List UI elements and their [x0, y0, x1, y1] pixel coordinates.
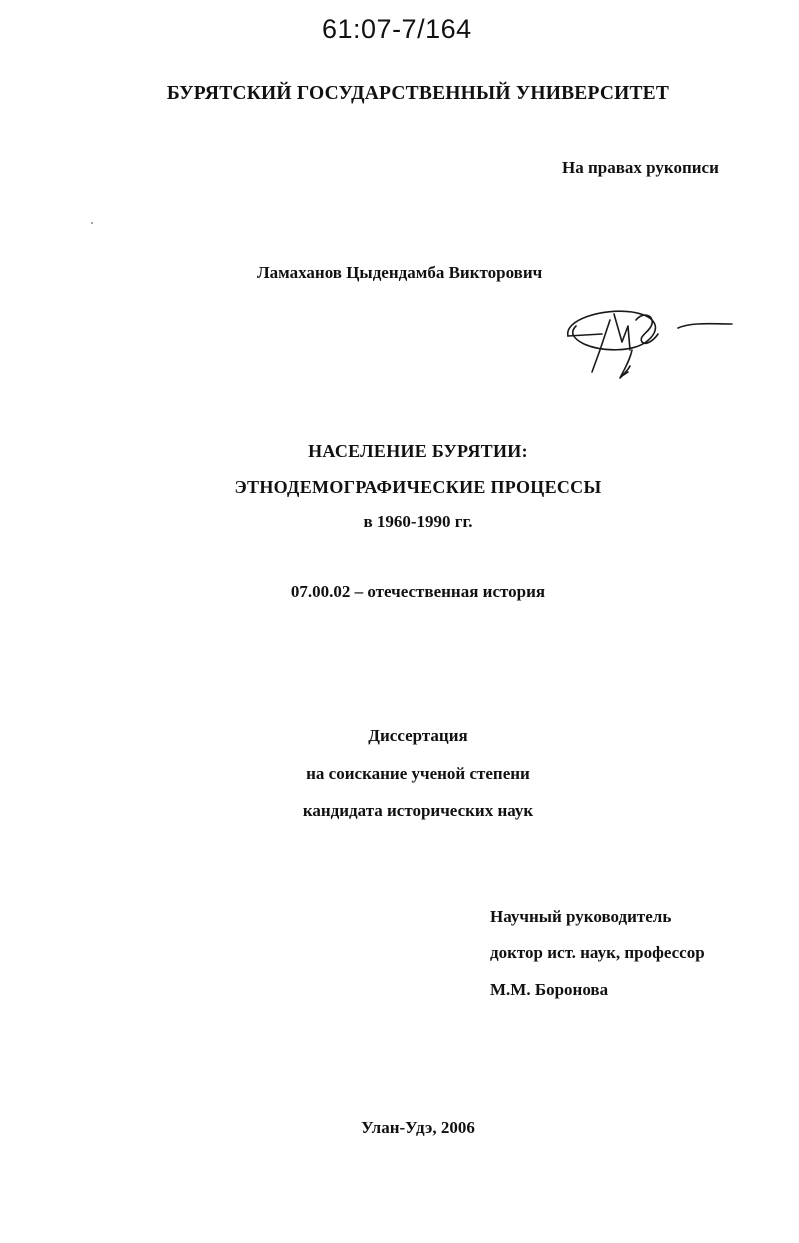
archive-code: 61:07-7/164	[322, 14, 472, 44]
handwritten-signature	[562, 290, 742, 382]
title-years: в 1960-1990 гг.	[363, 512, 473, 531]
scan-speck	[91, 222, 93, 224]
city-year: Улан-Удэ, 2006	[361, 1118, 475, 1137]
degree-purpose: на соискание ученой степени	[306, 764, 530, 783]
advisor-name: М.М. Боронова	[490, 980, 609, 999]
advisor-degree: доктор ист. наук, профессор	[490, 943, 705, 962]
author-name: Ламаханов Цыдендамба Викторович	[257, 263, 543, 282]
degree-name: кандидата исторических наук	[302, 801, 534, 820]
title-line-1: НАСЕЛЕНИЕ БУРЯТИИ:	[308, 441, 528, 461]
specialty-code: 07.00.02 – отечественная история	[290, 582, 546, 601]
university-name: БУРЯТСКИЙ ГОСУДАРСТВЕННЫЙ УНИВЕРСИТЕТ	[166, 83, 670, 104]
dissertation-label: Диссертация	[368, 726, 468, 745]
manuscript-rights-note: На правах рукописи	[562, 158, 719, 177]
advisor-role: Научный руководитель	[490, 907, 672, 926]
title-line-2: ЭТНОДЕМОГРАФИЧЕСКИЕ ПРОЦЕССЫ	[234, 477, 602, 497]
